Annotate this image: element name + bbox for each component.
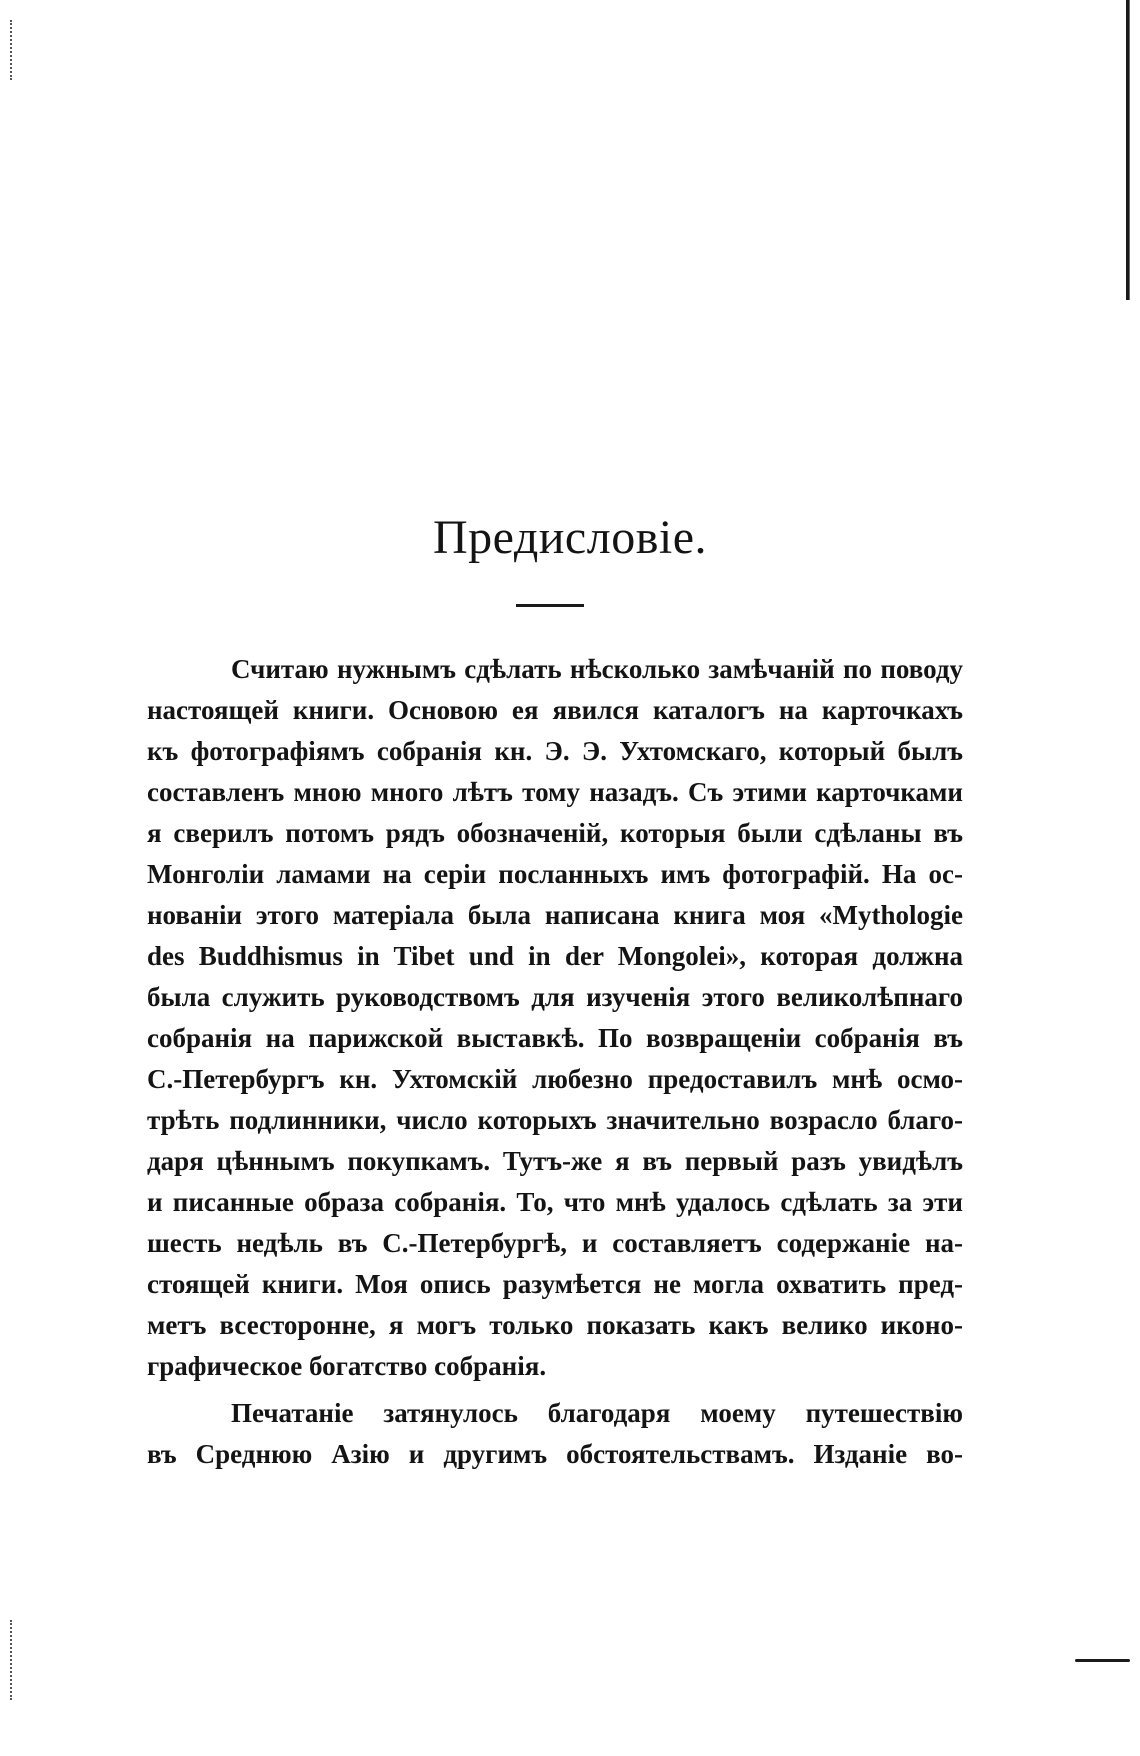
text-line: трѣть подлинники, число которыхъ значительно возрасло благо-	[147, 1105, 963, 1135]
title-rule-divider	[516, 604, 584, 607]
page-title: Предисловіе.	[432, 511, 707, 564]
text-line: нованіи этого матеріала была написана книга моя «Mythologie	[147, 900, 963, 930]
text-line: шесть недѣль въ С.-Петербургѣ, и составляетъ содержаніе на-	[147, 1228, 963, 1258]
margin-specks-bottom	[10, 1620, 14, 1700]
text-line: стоящей книги. Моя опись разумѣется не могла охватить пред-	[147, 1269, 963, 1299]
text-line: составленъ мною много лѣтъ тому назадъ. Съ этими карточками	[147, 777, 963, 807]
text-line: графическое богатство собранія.	[147, 1351, 547, 1381]
paragraph-2	[147, 1393, 963, 1475]
text-line: даря цѣннымъ покупкамъ. Тутъ-же я въ первый разъ увидѣлъ	[147, 1146, 963, 1176]
text-line: настоящей книги. Основою ея явился каталогъ на карточкахъ	[147, 695, 963, 725]
text-line: была служить руководствомъ для изученія этого великолѣпнаго	[147, 982, 963, 1012]
corner-ink-mark	[1075, 1659, 1130, 1662]
text-line: Монголіи ламами на серіи посланныхъ имъ фотографій. На ос-	[147, 859, 963, 889]
text-line: въ Среднюю Азію и другимъ обстоятельствамъ. Изданіе во-	[147, 1439, 963, 1469]
paragraph-1	[147, 649, 963, 1387]
text-line: и писанные образа собранія. То, что мнѣ удалось сдѣлать за эти	[147, 1187, 963, 1217]
text-line: метъ всесторонне, я могъ только показать какъ велико иконо-	[147, 1310, 963, 1340]
margin-specks-top	[10, 20, 14, 80]
page-edge-line	[1129, 0, 1130, 300]
text-line: къ фотографіямъ собранія кн. Э. Э. Ухтомскаго, который былъ	[147, 736, 963, 766]
body-text	[147, 649, 963, 1481]
text-line: я сверилъ потомъ рядъ обозначеній, которыя были сдѣланы въ	[147, 818, 963, 848]
text-line: С.-Петербургъ кн. Ухтомскій любезно предоставилъ мнѣ осмо-	[147, 1064, 963, 1094]
text-line: des Buddhismus in Tibet und in der Mongolei», которая должна	[147, 941, 963, 971]
text-line: Считаю нужнымъ сдѣлать нѣсколько замѣчаній по поводу	[231, 654, 963, 684]
text-line: Печатаніе затянулось благодаря моему путешествію	[231, 1398, 963, 1428]
text-line: собранія на парижской выставкѣ. По возвращеніи собранія въ	[147, 1023, 963, 1053]
